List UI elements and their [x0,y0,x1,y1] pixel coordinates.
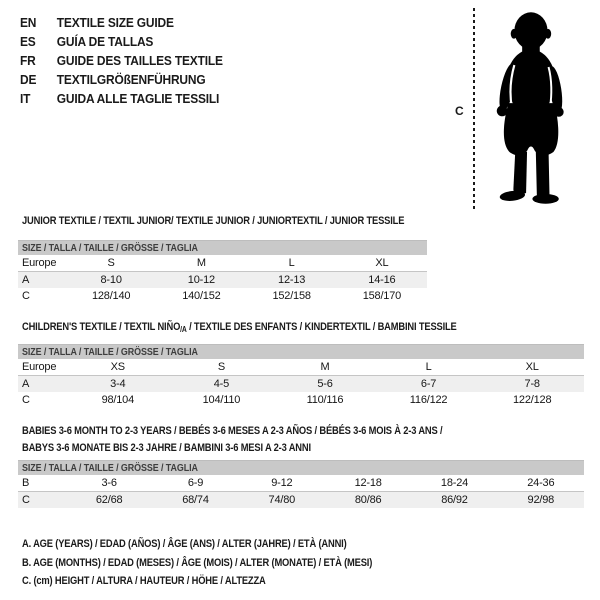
size-header-label: SIZE / TALLA / TAILLE / GRÖSSE / TAGLIA [22,346,198,358]
babies-size-table [18,475,584,508]
row-label: C [22,494,30,506]
language-label: GUÍA DE TALLAS [56,34,154,49]
babies-title-line1: BABIES 3-6 MONTH TO 2-3 YEARS / BEBÉS 3-6 MESES A 2-3 AÑOS / BÉBÉS 3-6 MOIS À 2-3 ANS / [22,425,443,437]
baby-silhouette-icon [487,9,571,207]
height-cell: 140/152 [182,290,221,302]
childrens-textile-title: CHILDREN'S TEXTILE / TEXTIL $NIÑO_{/A}$ / TEXTILE DES ENFANTS / KINDERTEXTIL / BAMBINI TESSILE [22,321,457,334]
height-cell: 86/92 [441,494,468,506]
size-cell: XL [480,359,584,376]
childrens-textile-table [18,344,584,408]
height-cell: 116/122 [409,394,448,406]
height-cell: 62/68 [95,494,123,506]
height-cell: 92/98 [527,494,555,506]
size-cell: XS [66,359,170,376]
row-label: Europe [18,359,66,376]
row-label: Europe [18,255,66,272]
age-cell: 14-16 [368,274,396,286]
months-cell: 12-18 [325,475,411,492]
row-label: C [22,290,30,302]
row-label: B [18,475,66,492]
height-cell: 74/80 [268,494,296,506]
babies-title [22,423,442,457]
height-cell: 104/110 [202,394,241,406]
months-cell: 18-24 [411,475,497,492]
table-row-months [18,475,584,492]
size-cell: M [273,359,377,376]
babies-title-line2: BABYS 3-6 MONATE BIS 2-3 JAHRE / BAMBINI 3-6 MESI A 2-3 ANNI [22,442,311,454]
footnote-age-years: A. AGE (YEARS) / EDAD (AÑOS) / ÂGE (ANS) / ALTER (JAHRE) / ETÀ (ANNI) [22,538,347,550]
height-cell: 152/158 [272,290,311,302]
months-cell: 24-36 [498,475,584,492]
row-label: A [22,274,30,286]
childrens-size-table [18,359,584,408]
junior-textile-table [18,240,427,304]
table-row-europe [18,359,584,376]
months-cell: 6-9 [152,475,238,492]
language-label: GUIDE DES TAILLES TEXTILE [56,53,223,68]
language-code: EN [20,15,37,30]
size-cell: L [247,255,337,272]
language-label: TEXTILE SIZE GUIDE [56,15,174,30]
title-subscript: /A [180,325,187,334]
language-label: GUIDA ALLE TAGLIE TESSILI [56,91,220,106]
age-cell: 10-12 [187,274,215,286]
table-row-age [18,376,584,393]
size-header-label: SIZE / TALLA / TAILLE / GRÖSSE / TAGLIA [22,462,198,474]
babies-table [18,460,584,508]
age-cell: 12-13 [278,274,306,286]
table-row-height [18,492,584,509]
language-code: ES [20,34,36,49]
size-header-bar [18,240,427,255]
table-row-age [18,272,427,289]
language-label: TEXTILGRÖßENFÜHRUNG [56,72,206,87]
height-cell: 80/86 [354,494,382,506]
height-cell: 158/170 [362,290,402,302]
footnote-height: C. (cm) HEIGHT / ALTURA / HAUTEUR / HÖHE / ALTEZZA [22,575,266,587]
junior-size-table [18,255,427,304]
baby-silhouette-shapes [496,12,565,203]
row-label: A [22,378,30,390]
height-cell: 68/74 [182,494,209,506]
row-label: C [22,394,30,406]
age-cell: 3-4 [110,378,126,390]
language-code: FR [20,53,36,68]
size-header-bar [18,460,584,475]
table-row-height [18,392,584,408]
age-cell: 7-8 [524,378,540,390]
size-cell: M [156,255,246,272]
table-row-height [18,288,427,304]
months-cell: 3-6 [66,475,152,492]
size-header-bar [18,344,584,359]
height-cell: 122/128 [513,394,552,406]
language-code: DE [20,72,37,87]
months-cell: 9-12 [239,475,325,492]
size-cell: L [377,359,481,376]
language-guide [20,13,223,108]
junior-textile-title: JUNIOR TEXTILE / TEXTIL JUNIOR/ TEXTILE JUNIOR / JUNIORTEXTIL / JUNIOR TESSILE [22,215,405,227]
age-cell: 8-10 [100,274,122,286]
height-measure-dashed-line [473,8,475,211]
footnotes [22,535,372,591]
height-cell: 98/104 [101,394,135,406]
age-cell: 6-7 [420,378,437,390]
age-cell: 4-5 [213,378,230,390]
age-cell: 5-6 [317,378,333,390]
size-cell: S [170,359,274,376]
footnote-age-months: B. AGE (MONTHS) / EDAD (MESES) / ÂGE (MOIS) / ALTER (MONATE) / ETÀ (MESI) [22,556,373,569]
table-row-europe [18,255,427,272]
size-cell: S [66,255,156,272]
height-cell: 128/140 [91,290,131,302]
height-cell: 110/116 [306,394,344,406]
size-cell: XL [337,255,427,272]
height-measure-label: C [455,104,464,118]
language-code: IT [20,91,31,106]
size-header-label: SIZE / TALLA / TAILLE / GRÖSSE / TAGLIA [22,242,198,254]
